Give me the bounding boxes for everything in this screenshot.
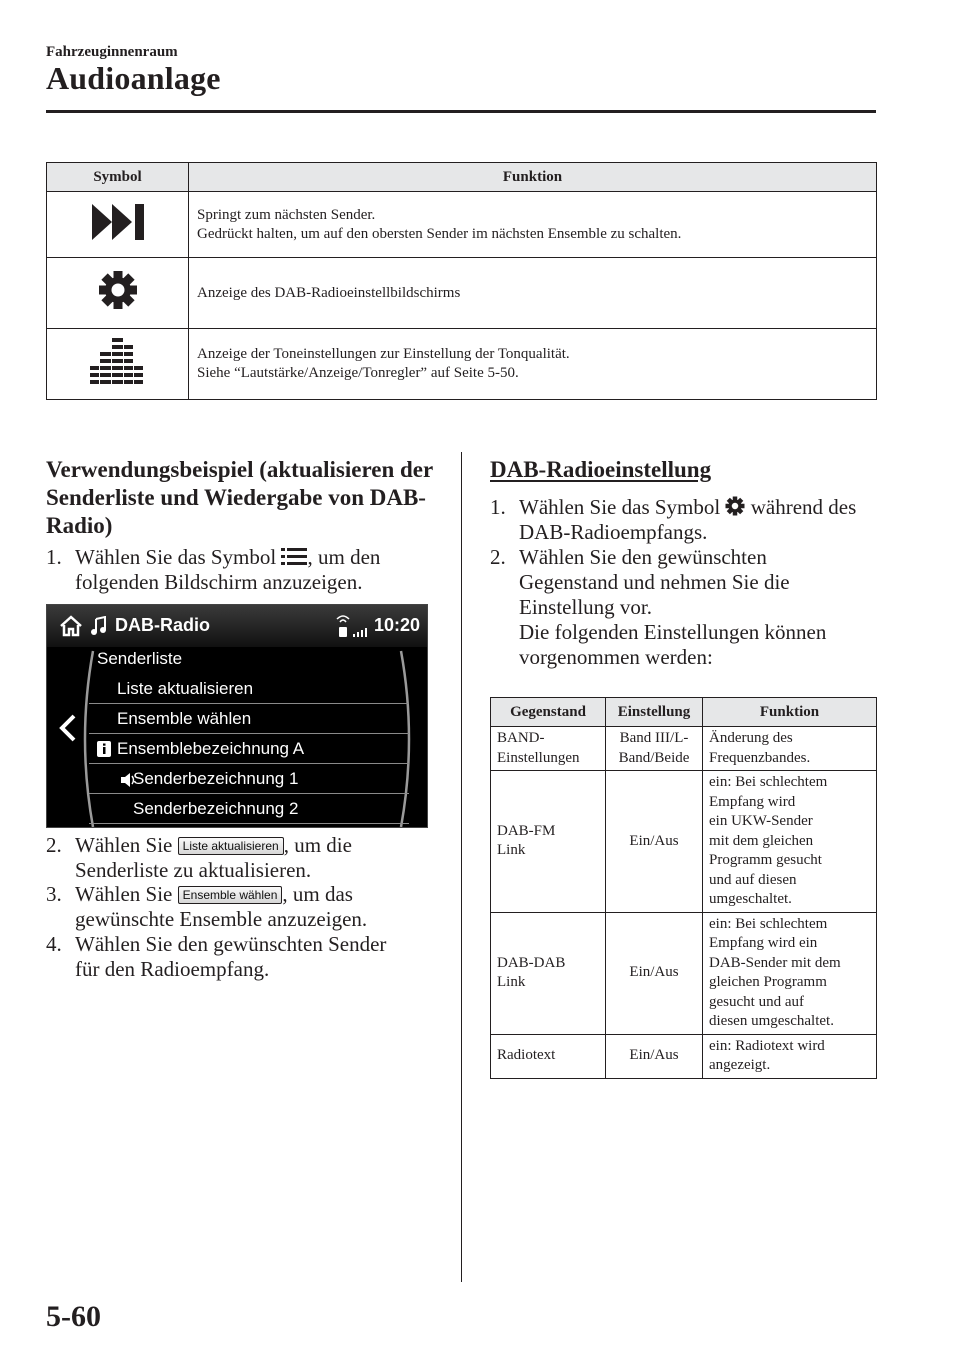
function-text: Gedrückt halten, um auf den obersten Sender im nächsten Ensemble zu schalten.: [197, 225, 682, 242]
item-text: Einstellungen: [497, 749, 580, 766]
list-item: [91, 645, 411, 673]
item-text: Link: [497, 842, 526, 859]
table-row: [491, 912, 877, 1034]
list-item[interactable]: [89, 675, 409, 704]
step-text-line: Senderliste zu aktualisieren.: [75, 858, 312, 882]
symbol-table: [46, 162, 877, 400]
table-row: [47, 329, 877, 400]
function-text: Siehe “Lautstärke/Anzeige/Tonregler” auf Seite 5-50.: [197, 365, 519, 381]
setting-text: Ein/Aus: [629, 1047, 679, 1064]
table-row: [491, 771, 877, 913]
function-text: gesucht und auf: [709, 993, 804, 1010]
col-gegenstand: Gegenstand: [491, 698, 606, 727]
function-text: diesen umgeschaltet.: [709, 1013, 834, 1029]
function-text: Empfang wird ein: [709, 935, 818, 951]
step-text-line: DAB-Radioempfangs.: [519, 520, 708, 544]
screen-title: DAB-Radio: [115, 615, 210, 635]
step-text: Wählen Sie das Symbol: [75, 545, 282, 569]
dab-radio-screen: [46, 604, 428, 828]
function-text: ein: Bei schlechtem: [709, 774, 828, 790]
item-text: Link: [497, 974, 526, 990]
left-step-4: [46, 932, 446, 984]
function-cell: [189, 329, 877, 400]
step-text-line: [519, 495, 856, 520]
step-text-line: vorgenommen werden:: [519, 645, 713, 669]
heading-line: Verwendungsbeispiel (aktualisieren der: [46, 457, 434, 482]
function-text: ein: Bei schlechtem: [709, 915, 828, 932]
settings-table-header: [491, 698, 877, 727]
heading-line: Radio): [46, 513, 113, 538]
function-text: Empfang wird: [709, 793, 796, 810]
item-text: DAB-DAB: [497, 954, 566, 971]
step-text: Wählen Sie: [75, 882, 178, 906]
symbol-table-header: [47, 163, 877, 192]
header-rule: [46, 110, 876, 113]
step-number: 2.: [46, 833, 62, 857]
function-text: umgeschaltet.: [709, 891, 792, 907]
equalizer-icon: [90, 338, 146, 384]
page-title: Audioanlage: [46, 60, 221, 96]
column-divider: [461, 452, 462, 1282]
info-icon: [97, 741, 111, 757]
list-item-label: Liste aktualisieren: [117, 679, 254, 698]
function-text: ein: Radiotext wird: [709, 1037, 825, 1054]
left-step-3: [46, 882, 446, 934]
step-text-line: Wählen Sie den gewünschten: [519, 545, 767, 569]
col-einstellung: Einstellung: [606, 698, 703, 727]
table-row: [47, 192, 877, 258]
function-text: mit dem gleichen: [709, 832, 814, 849]
step-text-line: Einstellung vor.: [519, 595, 652, 619]
step-number: 3.: [46, 882, 62, 906]
step-text: , um die: [283, 833, 352, 857]
function-text: Anzeige des DAB-Radioeinstellbildschirms: [197, 284, 461, 301]
symbol-cell: [47, 258, 189, 329]
list-item[interactable]: [89, 705, 409, 734]
list-item-label: Senderbezeichnung 1: [133, 769, 299, 788]
screen-top-bar: [47, 605, 427, 647]
function-text: ein UKW-Sender: [709, 813, 813, 829]
list-item[interactable]: [89, 795, 409, 824]
settings-table: [490, 697, 877, 1079]
step-text-line: gewünschte Ensemble anzuzeigen.: [75, 907, 368, 931]
list-item-label: Ensemblebezeichnung A: [117, 739, 305, 758]
list-header-label: Senderliste: [97, 649, 183, 668]
left-step-2: [46, 833, 446, 885]
list-item-label: Ensemble wählen: [117, 709, 252, 728]
setting-text: Ein/Aus: [629, 964, 679, 981]
function-text: DAB-Sender mit dem: [709, 954, 841, 971]
section-label: Fahrzeuginnenraum: [46, 44, 178, 60]
step-text-line: Die folgenden Einstellungen können: [519, 620, 827, 644]
function-text: und auf diesen: [709, 871, 797, 888]
table-row: [47, 258, 877, 329]
list-item[interactable]: [89, 735, 409, 764]
skip-forward-icon: [88, 204, 148, 240]
col-funktion: Funktion: [189, 163, 877, 192]
step-text: während des: [745, 495, 857, 519]
function-cell: [189, 192, 877, 258]
music-note-icon: [91, 616, 107, 636]
step-text-line: [75, 545, 380, 570]
item-text: DAB-FM: [497, 822, 556, 839]
table-row: [491, 1034, 877, 1078]
ensemble-waehlen-button-image: Ensemble wählen: [178, 886, 283, 904]
item-text: Radiotext: [497, 1047, 556, 1064]
step-text: , um das: [282, 882, 353, 906]
function-text: Springt zum nächsten Sender.: [197, 206, 376, 223]
item-text: BAND-: [497, 730, 545, 746]
step-text: Wählen Sie: [75, 833, 178, 857]
step-number: 4.: [46, 932, 62, 956]
symbol-cell: [47, 192, 189, 258]
liste-aktualisieren-button-image: Liste aktualisieren: [178, 837, 284, 855]
setting-text: Ein/Aus: [629, 832, 679, 849]
step-text: Wählen Sie das Symbol: [519, 495, 726, 519]
gear-icon: [98, 270, 138, 310]
list-item[interactable]: [89, 765, 409, 794]
step-text-line: [75, 882, 367, 907]
step-number: 2.: [490, 545, 506, 569]
left-step-1: [46, 545, 446, 597]
col-symbol: Symbol: [47, 163, 189, 192]
step-text-line: für den Radioempfang.: [75, 957, 270, 981]
function-text: Änderung des: [709, 730, 793, 746]
example-heading: [46, 456, 438, 540]
step-text-line: Wählen Sie den gewünschten Sender: [75, 932, 387, 956]
list-item-label: Senderbezeichnung 2: [133, 799, 299, 818]
right-step-1: [490, 495, 890, 547]
function-text: Anzeige der Toneinstellungen zur Einstellung der Tonqualität.: [197, 346, 570, 362]
page-number: 5-60: [46, 1300, 101, 1333]
function-text: Frequenzbandes.: [709, 749, 811, 766]
step-text-line: [75, 833, 352, 858]
setting-text: Band III/L-: [619, 730, 689, 746]
function-text: Programm gesucht: [709, 852, 822, 868]
right-step-2: [490, 545, 890, 675]
list-icon: [281, 547, 307, 567]
step-text-line: folgenden Bildschirm anzuzeigen.: [75, 570, 363, 594]
symbol-cell: [47, 329, 189, 400]
table-row: [491, 727, 877, 771]
col-funktion: Funktion: [703, 698, 877, 727]
step-text: , um den: [307, 545, 381, 569]
gear-icon: [725, 496, 745, 516]
screen-clock: 10:20: [374, 615, 421, 635]
dab-settings-heading: [490, 456, 711, 484]
step-number: 1.: [490, 495, 506, 519]
function-cell: [189, 258, 877, 329]
home-icon[interactable]: [59, 615, 83, 637]
function-text: angezeigt.: [709, 1057, 771, 1073]
step-text-line: Gegenstand und nehmen Sie die: [519, 570, 790, 594]
function-text: gleichen Programm: [709, 974, 827, 990]
step-number: 1.: [46, 545, 62, 569]
setting-text: Band/Beide: [618, 749, 690, 766]
heading-text: DAB-Radioeinstellung: [490, 457, 712, 482]
wifi-signal-icon: [335, 613, 369, 639]
heading-line: Senderliste und Wiedergabe von DAB-: [46, 485, 426, 510]
